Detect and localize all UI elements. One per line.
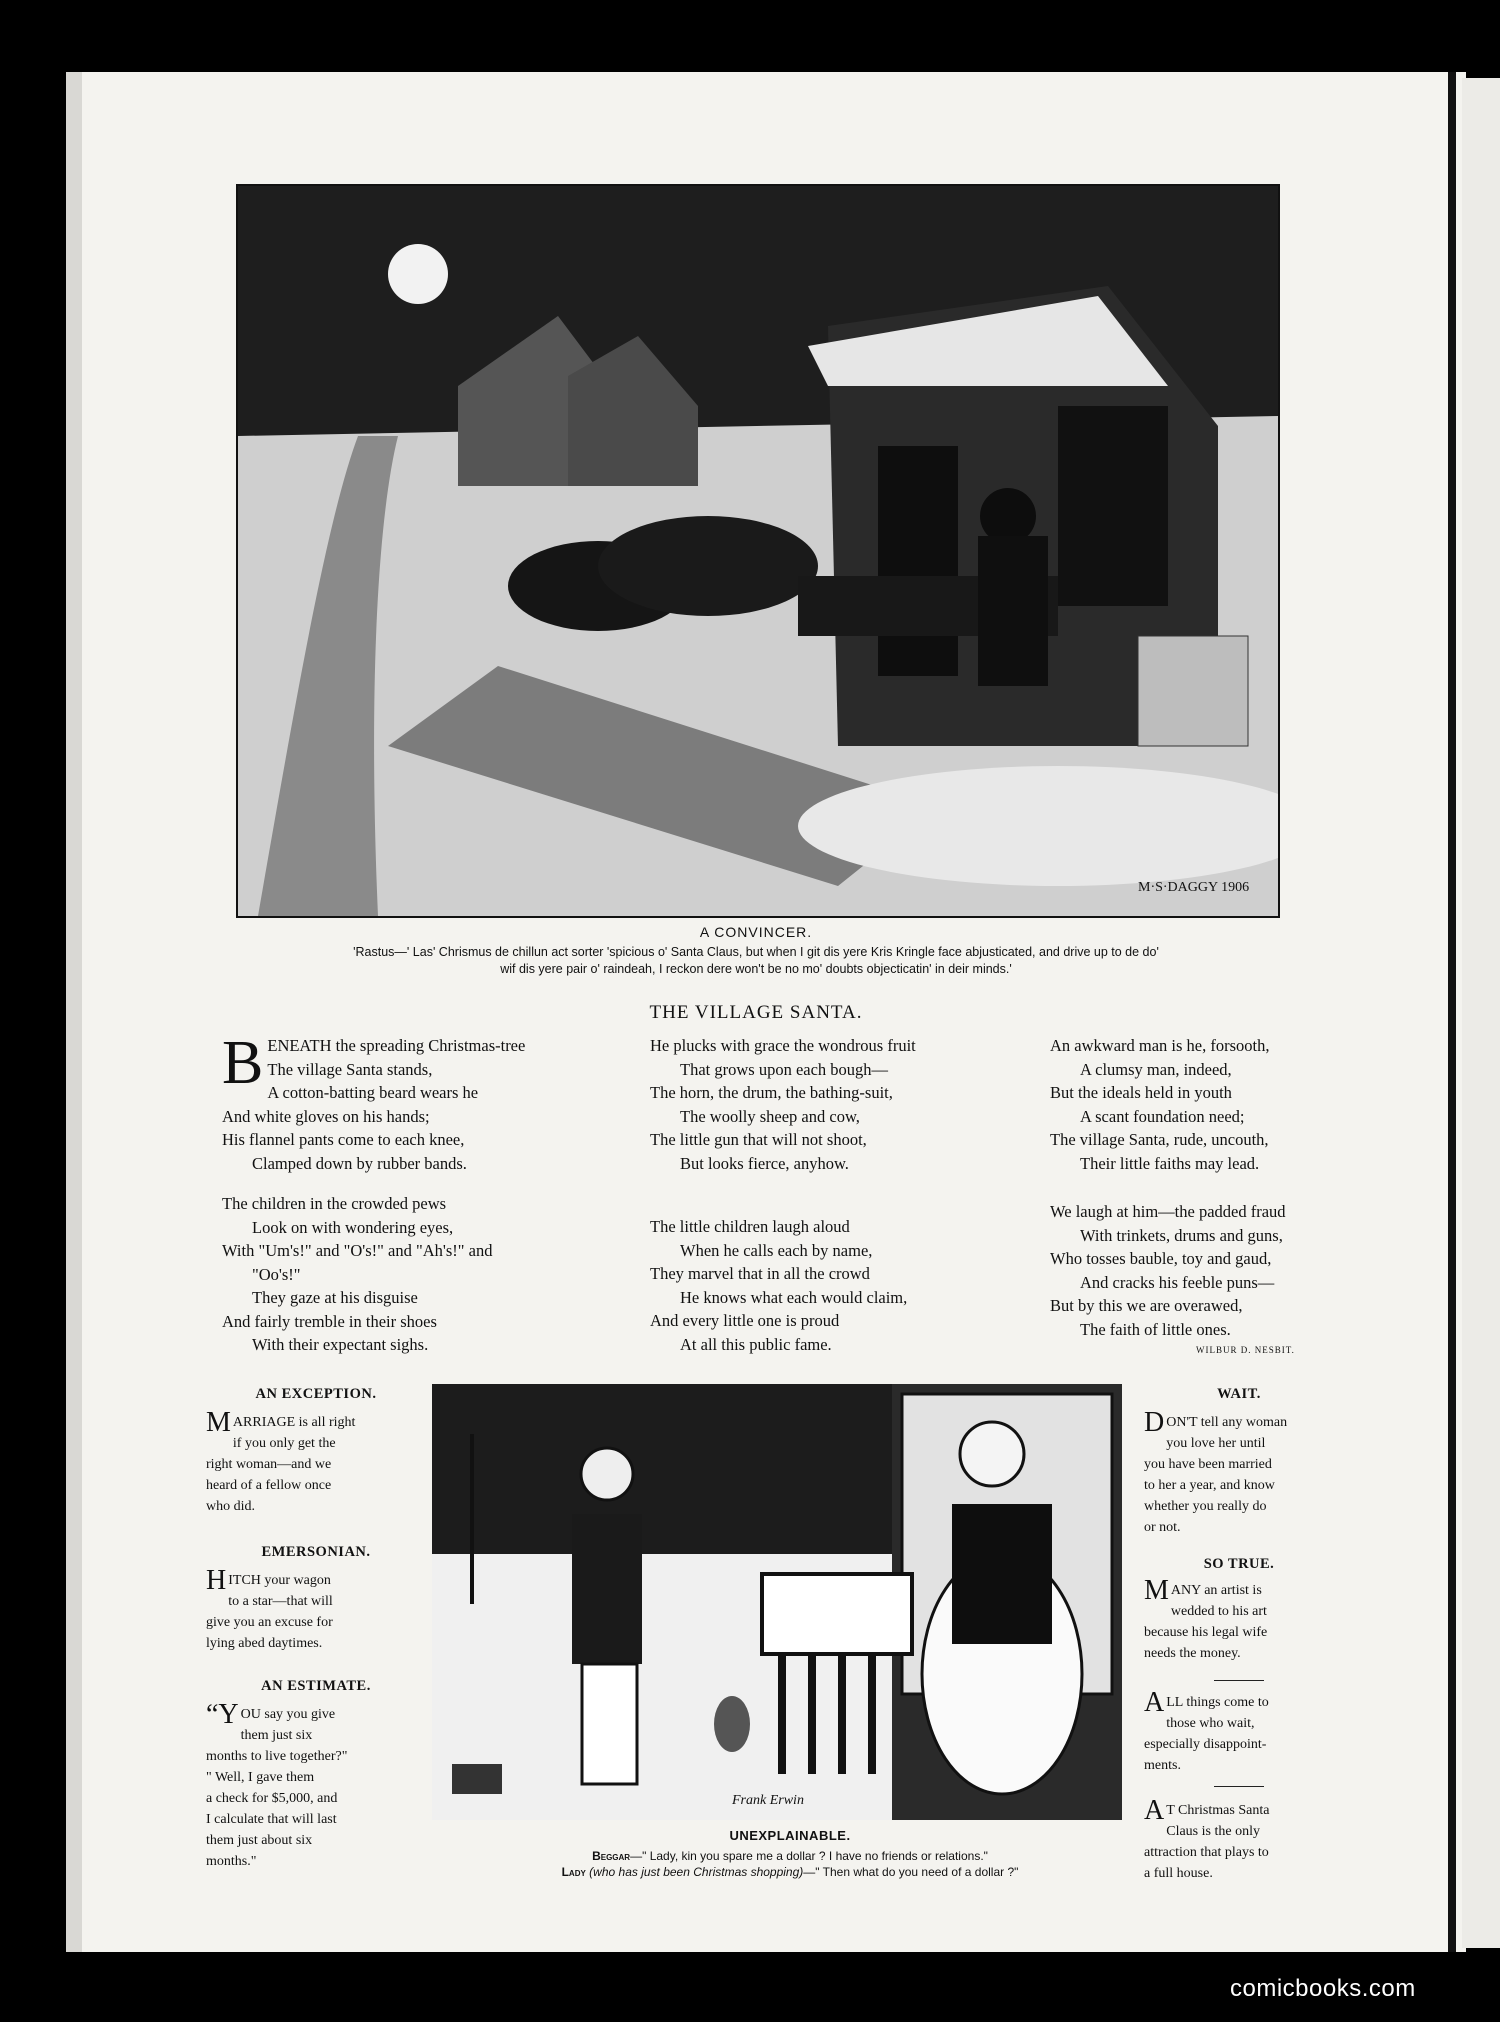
text-line: months to live together?" (206, 1749, 348, 1764)
emersonian-heading: EMERSONIAN. (261, 1544, 371, 1560)
poem-line: But looks fierce, anyhow. (680, 1153, 849, 1173)
lady-caption-line (470, 1864, 1110, 1880)
text-line: a check for $5,000, and (206, 1791, 338, 1806)
poem-line: Who tosses bauble, toy and gaud, (1050, 1249, 1272, 1268)
svg-text:M·S·DAGGY 1906: M·S·DAGGY 1906 (1138, 880, 1250, 895)
text-line: ments. (1144, 1758, 1181, 1773)
emersonian-text (206, 1565, 430, 1654)
speaker-aside: (who has just been Christmas shopping) (589, 1865, 804, 1879)
poem-line: At all this public fame. (680, 1334, 832, 1354)
all-things-text (1144, 1687, 1334, 1776)
top-illustration (236, 184, 1280, 918)
poem-col2-stanza1 (650, 1034, 990, 1175)
poem-line: With trinkets, drums and guns, (1080, 1225, 1283, 1245)
text-line: attraction that plays to (1144, 1845, 1269, 1860)
beggar-and-lady-cartoon-image (432, 1384, 1122, 1820)
section-divider (1214, 1680, 1264, 1681)
poem-line: That grows upon each bough— (680, 1059, 889, 1079)
estimate-heading: AN ESTIMATE. (261, 1678, 371, 1694)
dropcap-letter: M (1144, 1575, 1169, 1606)
top-caption-title: A CONVINCER. (699, 924, 813, 940)
dropcap-letter: M (206, 1407, 231, 1438)
poem-line: The faith of little ones. (1080, 1319, 1231, 1339)
christmas-santa-text (1144, 1795, 1334, 1884)
text-line: lying abed daytimes. (206, 1636, 323, 1651)
poem-line: And cracks his feeble puns— (1080, 1272, 1275, 1292)
poem-line: "Oo's!" (252, 1264, 301, 1284)
poem-line: ENEATH the spreading Christmas-tree (267, 1036, 526, 1055)
text-line: months." (206, 1854, 257, 1869)
text-line: wedded to his art (1170, 1604, 1267, 1619)
text-line: needs the money. (1144, 1646, 1241, 1661)
poem-line: He plucks with grace the wondrous fruit (650, 1036, 916, 1055)
dropcap-letter: H (206, 1565, 227, 1596)
poem-line: We laugh at him—the padded fraud (1050, 1202, 1286, 1221)
text-line: who did. (206, 1499, 255, 1514)
page-edge (66, 72, 82, 1952)
poem-line: An awkward man is he, forsooth, (1050, 1036, 1270, 1055)
poem-line: The woolly sheep and cow, (680, 1106, 860, 1126)
poem-col3-stanza1 (1050, 1034, 1380, 1175)
text-line: to a star—that will (228, 1594, 333, 1609)
poem-line: With "Um's!" and "O's!" and "Ah's!" and (222, 1241, 493, 1260)
text-line: ARRIAGE is all right (232, 1415, 356, 1430)
poem-line: A cotton-batting beard wears he (267, 1083, 479, 1102)
poem-col1-stanza2 (222, 1192, 582, 1357)
poem-line: A scant foundation need; (1080, 1106, 1245, 1126)
poem-line: The village Santa, rude, uncouth, (1050, 1130, 1269, 1149)
moon-icon (388, 244, 448, 304)
poem-line: The village Santa stands, (267, 1059, 433, 1079)
poem-line: The horn, the drum, the bathing-suit, (650, 1083, 893, 1102)
page-gutter (1448, 72, 1456, 1952)
speaker-text: —" Then what do you need of a dollar ?" (803, 1865, 1019, 1879)
text-line: you have been married (1144, 1457, 1272, 1472)
text-line: them just six (240, 1728, 313, 1743)
poem-line: The children in the crowded pews (222, 1194, 447, 1213)
poem-line: Their little faiths may lead. (1080, 1153, 1260, 1173)
poem-line: The little gun that will not shoot, (650, 1130, 867, 1149)
speaker-text: —" Lady, kin you spare me a dollar ? I have no friends or relations." (630, 1849, 988, 1863)
dropcap-letter: A (1144, 1687, 1165, 1718)
text-line: LL things come to (1166, 1695, 1269, 1710)
text-line: OU say you give (240, 1707, 336, 1722)
poem-line: With their expectant sighs. (252, 1335, 429, 1354)
text-line: give you an excuse for (206, 1615, 333, 1630)
text-line: T Christmas Santa (1166, 1803, 1270, 1818)
poem-line: The little children laugh aloud (650, 1217, 850, 1236)
poem-line: And fairly tremble in their shoes (222, 1311, 437, 1331)
winter-night-scene-image (238, 186, 1278, 916)
poem-title: THE VILLAGE SANTA. (649, 1002, 863, 1023)
poem-line: They gaze at his disguise (252, 1288, 418, 1307)
svg-text:Frank Erwin: Frank Erwin (732, 1793, 804, 1808)
poem-author: WILBUR D. NESBIT. (1196, 1345, 1295, 1355)
text-line: them just about six (206, 1833, 313, 1848)
poem-line: When he calls each by name, (680, 1240, 873, 1260)
text-line: ANY an artist is (1170, 1583, 1262, 1598)
top-caption-line-1: 'Rastus—' Las' Chrismus de chillun act sorter 'spicious o' Santa Claus, but when I git dis yere Kris Kringle face abjusticated, and drive up to de do' (353, 945, 1159, 959)
text-line: you love her until (1166, 1436, 1266, 1451)
text-line: " Well, I gave them (206, 1770, 315, 1785)
poem-line: Clamped down by rubber bands. (252, 1153, 467, 1173)
poem-line: And white gloves on his hands; (222, 1106, 430, 1126)
text-line: or not. (1144, 1520, 1181, 1535)
wait-heading: WAIT. (1217, 1386, 1261, 1402)
poem-col3-stanza2 (1050, 1200, 1380, 1341)
text-line: to her a year, and know (1144, 1478, 1275, 1493)
dropcap-letter: A (1144, 1795, 1165, 1826)
text-line: right woman—and we (206, 1457, 332, 1472)
poem-line: Look on with wondering eyes, (252, 1217, 454, 1237)
speaker-label: Lady (561, 1865, 586, 1879)
dropcap-letter: “Y (206, 1699, 239, 1730)
top-caption-line-2: wif dis yere pair o' raindeah, I reckon dere won't be no mo' doubts objecticatin' in deir minds.' (500, 962, 1012, 976)
poem-line: A clumsy man, indeed, (1080, 1059, 1232, 1079)
exception-heading: AN EXCEPTION. (255, 1386, 377, 1402)
bottom-caption-title: UNEXPLAINABLE. (729, 1828, 851, 1843)
text-line: ITCH your wagon (228, 1573, 331, 1588)
poem-line: But the ideals held in youth (1050, 1083, 1232, 1102)
poem-line: And every little one is proud (650, 1311, 840, 1330)
text-line: heard of a fellow once (206, 1478, 332, 1493)
text-line: ON'T tell any woman (1166, 1415, 1288, 1430)
dropcap-letter: B (222, 1029, 264, 1097)
beggar-caption-line (470, 1848, 1110, 1864)
site-watermark: comicbooks.com (1230, 1975, 1416, 2002)
poem-line: But by this we are overawed, (1050, 1296, 1243, 1315)
poem-line: His flannel pants come to each knee, (222, 1130, 465, 1149)
text-line: especially disappoint- (1144, 1737, 1267, 1752)
text-line: Claus is the only (1166, 1824, 1260, 1839)
poem-col1-stanza1 (222, 1029, 552, 1175)
section-divider (1214, 1786, 1264, 1787)
text-line: I calculate that will last (206, 1812, 337, 1827)
poem-line: He knows what each would claim, (680, 1287, 908, 1307)
exception-text (206, 1407, 430, 1517)
poem-col2-stanza2 (650, 1215, 990, 1356)
text-line: if you only get the (232, 1436, 336, 1451)
speaker-label: Beggar (592, 1849, 631, 1863)
text-line: because his legal wife (1144, 1625, 1268, 1640)
poem-line: They marvel that in all the crowd (650, 1264, 870, 1283)
next-page-edge (1462, 78, 1500, 1948)
text-line: a full house. (1144, 1866, 1213, 1881)
bottom-illustration (432, 1384, 1122, 1820)
estimate-text (206, 1699, 430, 1872)
dropcap-letter: D (1144, 1407, 1165, 1438)
wait-text (1144, 1407, 1334, 1538)
so-true-heading: SO TRUE. (1203, 1556, 1275, 1572)
text-line: those who wait, (1166, 1716, 1255, 1731)
so-true-text (1144, 1575, 1334, 1664)
text-line: whether you really do (1144, 1499, 1267, 1514)
